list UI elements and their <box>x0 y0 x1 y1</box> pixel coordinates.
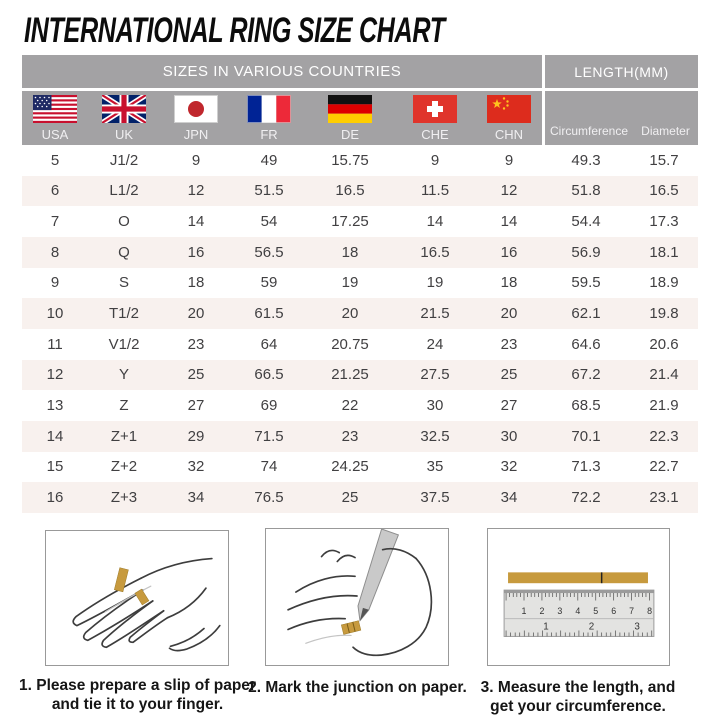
country-jpn <box>160 91 232 145</box>
cell-che: 21.5 <box>420 305 450 323</box>
cell-fr: 51.5 <box>254 182 284 200</box>
step3-caption-line2: get your circumference. <box>490 698 666 715</box>
table-row <box>22 176 698 207</box>
svg-text:7: 7 <box>629 605 635 616</box>
header-length-mm: LENGTH(MM) <box>542 55 698 88</box>
cell-jpn: 25 <box>187 366 205 384</box>
table-header-top <box>22 55 698 88</box>
hand-marking-pen-icon <box>266 529 448 665</box>
cell-che: 35 <box>426 458 444 476</box>
cell-fr: 56.5 <box>254 243 284 261</box>
cell-che: 30 <box>426 397 444 415</box>
cell-diameter: 18.1 <box>649 243 679 261</box>
chn-flag-icon <box>487 95 531 123</box>
cell-uk: V1/2 <box>108 335 140 353</box>
cell-uk: O <box>118 213 130 231</box>
diameter-label: Diameter <box>641 124 690 138</box>
step1-caption <box>10 676 265 714</box>
cell-chn: 20 <box>500 305 518 323</box>
cell-fr: 59 <box>260 274 278 292</box>
country-header-row <box>22 91 542 145</box>
cell-de: 22 <box>341 397 359 415</box>
cell-jpn: 34 <box>187 489 205 507</box>
cell-chn: 25 <box>500 366 518 384</box>
svg-text:5: 5 <box>593 605 599 616</box>
cell-fr: 74 <box>260 458 278 476</box>
country-label-che: CHE <box>421 127 449 142</box>
cell-uk: S <box>118 274 129 292</box>
table-row <box>22 421 698 452</box>
cell-che: 24 <box>426 335 444 353</box>
cell-usa: 6 <box>50 182 60 200</box>
cell-uk: Z+2 <box>110 458 138 476</box>
cell-usa: 8 <box>50 243 60 261</box>
cell-che: 16.5 <box>420 243 450 261</box>
cell-diameter: 18.9 <box>649 274 679 292</box>
cell-fr: 54 <box>260 213 278 231</box>
cell-usa: 16 <box>46 489 64 507</box>
hand-with-paper-strip-icon <box>46 531 228 665</box>
cell-de: 21.25 <box>331 366 369 384</box>
cell-fr: 66.5 <box>254 366 284 384</box>
svg-text:8: 8 <box>647 605 653 616</box>
step2-caption-line1: 2. Mark the junction on paper. <box>248 679 467 696</box>
cell-de: 25 <box>341 489 359 507</box>
table-header-countries <box>22 91 698 145</box>
cell-jpn: 18 <box>187 274 205 292</box>
cell-che: 19 <box>426 274 444 292</box>
jpn-flag-icon <box>174 95 218 123</box>
country-label-jpn: JPN <box>183 127 209 142</box>
cell-circumference: 62.1 <box>571 305 601 323</box>
cell-jpn: 16 <box>187 243 205 261</box>
svg-text:1: 1 <box>521 605 527 616</box>
cell-fr: 71.5 <box>254 427 284 445</box>
cell-de: 16.5 <box>335 182 365 200</box>
cell-che: 9 <box>430 151 440 169</box>
cell-diameter: 21.4 <box>649 366 679 384</box>
svg-text:2: 2 <box>539 605 545 616</box>
cell-de: 20 <box>341 305 359 323</box>
cell-chn: 9 <box>504 151 514 169</box>
header-sizes-in-various-countries: SIZES IN VARIOUS COUNTRIES <box>22 55 542 88</box>
cell-circumference: 59.5 <box>571 274 601 292</box>
cell-de: 24.25 <box>331 458 369 476</box>
cell-chn: 16 <box>500 243 518 261</box>
table-row <box>22 360 698 391</box>
cell-jpn: 32 <box>187 458 205 476</box>
cell-de: 15.75 <box>331 151 369 169</box>
country-fr <box>232 91 306 145</box>
step3-caption <box>460 678 696 716</box>
cell-che: 27.5 <box>420 366 450 384</box>
svg-text:3: 3 <box>634 621 640 633</box>
country-uk <box>88 91 160 145</box>
svg-text:2: 2 <box>588 621 595 633</box>
cell-jpn: 23 <box>187 335 205 353</box>
de-flag-icon <box>328 95 372 123</box>
cell-chn: 32 <box>500 458 518 476</box>
cell-usa: 12 <box>46 366 64 384</box>
fr-flag-icon <box>247 95 291 123</box>
table-row <box>22 145 698 176</box>
cell-diameter: 17.3 <box>649 213 679 231</box>
cell-circumference: 71.3 <box>571 458 601 476</box>
country-label-usa: USA <box>41 127 69 142</box>
ruler-icon <box>488 529 669 665</box>
cell-jpn: 14 <box>187 213 205 231</box>
cell-circumference: 70.1 <box>571 427 601 445</box>
cell-che: 11.5 <box>420 182 450 200</box>
cell-chn: 12 <box>500 182 518 200</box>
country-label-chn: CHN <box>494 127 524 142</box>
table-body <box>22 145 698 513</box>
cell-chn: 23 <box>500 335 518 353</box>
cell-chn: 30 <box>500 427 518 445</box>
circumference-label: Circumference <box>549 124 629 138</box>
cell-usa: 5 <box>50 151 60 169</box>
cell-jpn: 27 <box>187 397 205 415</box>
cell-circumference: 56.9 <box>571 243 601 261</box>
table-row <box>22 298 698 329</box>
svg-text:1: 1 <box>543 621 549 633</box>
cell-uk: Z+1 <box>110 427 138 445</box>
cell-jpn: 20 <box>187 305 205 323</box>
cell-chn: 14 <box>500 213 518 231</box>
cell-de: 20.75 <box>331 335 369 353</box>
cell-de: 23 <box>341 427 359 445</box>
svg-text:3: 3 <box>557 605 563 616</box>
country-label-de: DE <box>340 127 360 142</box>
cell-uk: Z <box>119 397 129 415</box>
uk-flag-icon <box>102 95 146 123</box>
cell-che: 37.5 <box>420 489 450 507</box>
cell-chn: 27 <box>500 397 518 415</box>
length-header-row <box>542 91 698 145</box>
cell-circumference: 49.3 <box>571 151 601 169</box>
cell-fr: 61.5 <box>254 305 284 323</box>
svg-text:4: 4 <box>575 605 581 616</box>
cell-diameter: 23.1 <box>649 489 679 507</box>
che-flag-icon <box>413 95 457 123</box>
step1-caption-line1: 1. Please prepare a slip of paper <box>19 677 256 694</box>
country-de <box>306 91 394 145</box>
cell-circumference: 54.4 <box>571 213 601 231</box>
cell-fr: 76.5 <box>254 489 284 507</box>
cell-fr: 49 <box>260 151 278 169</box>
cell-fr: 69 <box>260 397 278 415</box>
cell-fr: 64 <box>260 335 278 353</box>
cell-circumference: 68.5 <box>571 397 601 415</box>
cell-usa: 9 <box>50 274 60 292</box>
cell-usa: 11 <box>47 335 63 353</box>
cell-de: 17.25 <box>331 213 369 231</box>
cell-chn: 34 <box>500 489 518 507</box>
country-che <box>394 91 476 145</box>
step3-illustration <box>487 528 670 666</box>
cell-jpn: 9 <box>191 151 201 169</box>
cell-uk: Q <box>118 243 130 261</box>
usa-flag-icon <box>33 95 77 123</box>
step2-caption <box>240 678 475 697</box>
cell-diameter: 20.6 <box>649 335 679 353</box>
ring-size-table <box>22 55 698 513</box>
cell-chn: 18 <box>500 274 518 292</box>
cell-diameter: 22.7 <box>649 458 679 476</box>
cell-de: 18 <box>341 243 359 261</box>
country-chn <box>476 91 542 145</box>
cell-diameter: 16.5 <box>649 182 679 200</box>
cell-circumference: 72.2 <box>571 489 601 507</box>
cell-circumference: 51.8 <box>571 182 601 200</box>
cell-uk: Z+3 <box>110 489 138 507</box>
cell-usa: 7 <box>50 213 60 231</box>
cell-uk: L1/2 <box>109 182 139 200</box>
table-row <box>22 237 698 268</box>
cell-uk: T1/2 <box>108 305 139 323</box>
step1-caption-line2: and tie it to your finger. <box>51 696 224 713</box>
cell-usa: 13 <box>46 397 64 415</box>
step3-caption-line1: 3. Measure the length, and <box>480 679 676 696</box>
cell-uk: J1/2 <box>109 151 139 169</box>
cell-che: 14 <box>426 213 444 231</box>
table-row <box>22 329 698 360</box>
cell-usa: 15 <box>46 458 64 476</box>
step2-illustration <box>265 528 449 666</box>
cell-diameter: 19.8 <box>649 305 679 323</box>
cell-che: 32.5 <box>420 427 450 445</box>
page-title: INTERNATIONAL RING SIZE CHART <box>24 11 445 50</box>
table-row <box>22 268 698 299</box>
cell-diameter: 22.3 <box>649 427 679 445</box>
cell-usa: 14 <box>46 427 64 445</box>
country-usa <box>22 91 88 145</box>
country-label-uk: UK <box>114 127 134 142</box>
table-row <box>22 390 698 421</box>
svg-text:6: 6 <box>611 605 617 616</box>
cell-circumference: 64.6 <box>571 335 601 353</box>
cell-diameter: 15.7 <box>649 151 679 169</box>
table-row <box>22 482 698 513</box>
step1-illustration <box>45 530 229 666</box>
cell-jpn: 29 <box>187 427 205 445</box>
cell-uk: Y <box>118 366 129 384</box>
cell-diameter: 21.9 <box>649 397 679 415</box>
country-label-fr: FR <box>260 127 278 142</box>
cell-de: 19 <box>341 274 359 292</box>
cell-jpn: 12 <box>187 182 205 200</box>
cell-usa: 10 <box>46 305 64 323</box>
cell-circumference: 67.2 <box>571 366 601 384</box>
table-row <box>22 452 698 483</box>
table-row <box>22 206 698 237</box>
